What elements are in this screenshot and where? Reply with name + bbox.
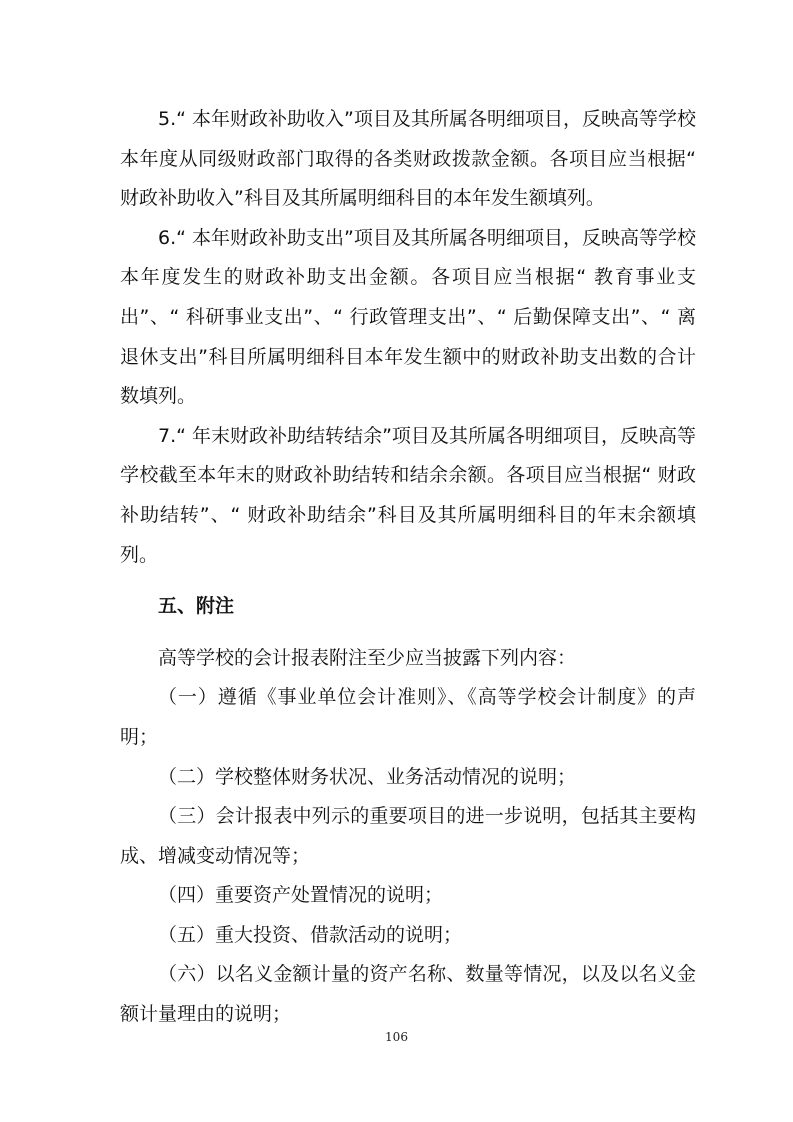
paragraph-intro: 高等学校的会计报表附注至少应当披露下列内容： — [158, 646, 577, 669]
list-item-1: （一）遵循《事业单位会计准则》、《高等学校会计制度》的声明； — [120, 686, 696, 748]
list-item-6: （六）以名义金额计量的资产名称、数量等情况，以及以名义金额计量理由的说明； — [120, 963, 696, 1026]
page-number: 106 — [385, 1030, 408, 1044]
paragraph-item-7: 7.“ 年末财政补助结转结余”项目及其所属各明细项目，反映高等学校截至本年末的财政补助结转和结余余额。各项目应当根据“ 财政补助结转”、“ 财政补助结余”科目及其所属明细科目的年末余额填列。 — [120, 424, 696, 566]
paragraph-item-6: 6.“ 本年财政补助支出”项目及其所属各明细项目，反映高等学校本年度发生的财政补助支出金额。各项目应当根据“ 教育事业支出”、“ 科研事业支出”、“ 行政管理支出”、“ 后勤保障支出”、“ 离退休支出”科目所属明细科目本年发生额中的财政补助支出数的合计数填列。 — [120, 226, 696, 408]
list-item-2: （二）学校整体财务状况、业务活动情况的说明； — [158, 765, 577, 788]
list-item-5: （五）重大投资、借款活动的说明； — [158, 923, 463, 946]
body-text — [120, 100, 696, 1035]
paragraph-item-5: 5.“ 本年财政补助收入”项目及其所属各明细项目，反映高等学校本年度从同级财政部门取得的各类财政拨款金额。各项目应当根据“ 财政补助收入”科目及其所属明细科目的本年发生额填列。 — [120, 108, 696, 210]
section-heading: 五、附注 — [158, 595, 235, 618]
list-item-4: （四）重要资产处置情况的说明； — [158, 884, 444, 907]
list-item-3: （三）会计报表中列示的重要项目的进一步说明，包括其主要构成、增减变动情况等； — [120, 805, 696, 867]
section-spacer — [120, 575, 696, 587]
section-spacer — [120, 627, 696, 639]
